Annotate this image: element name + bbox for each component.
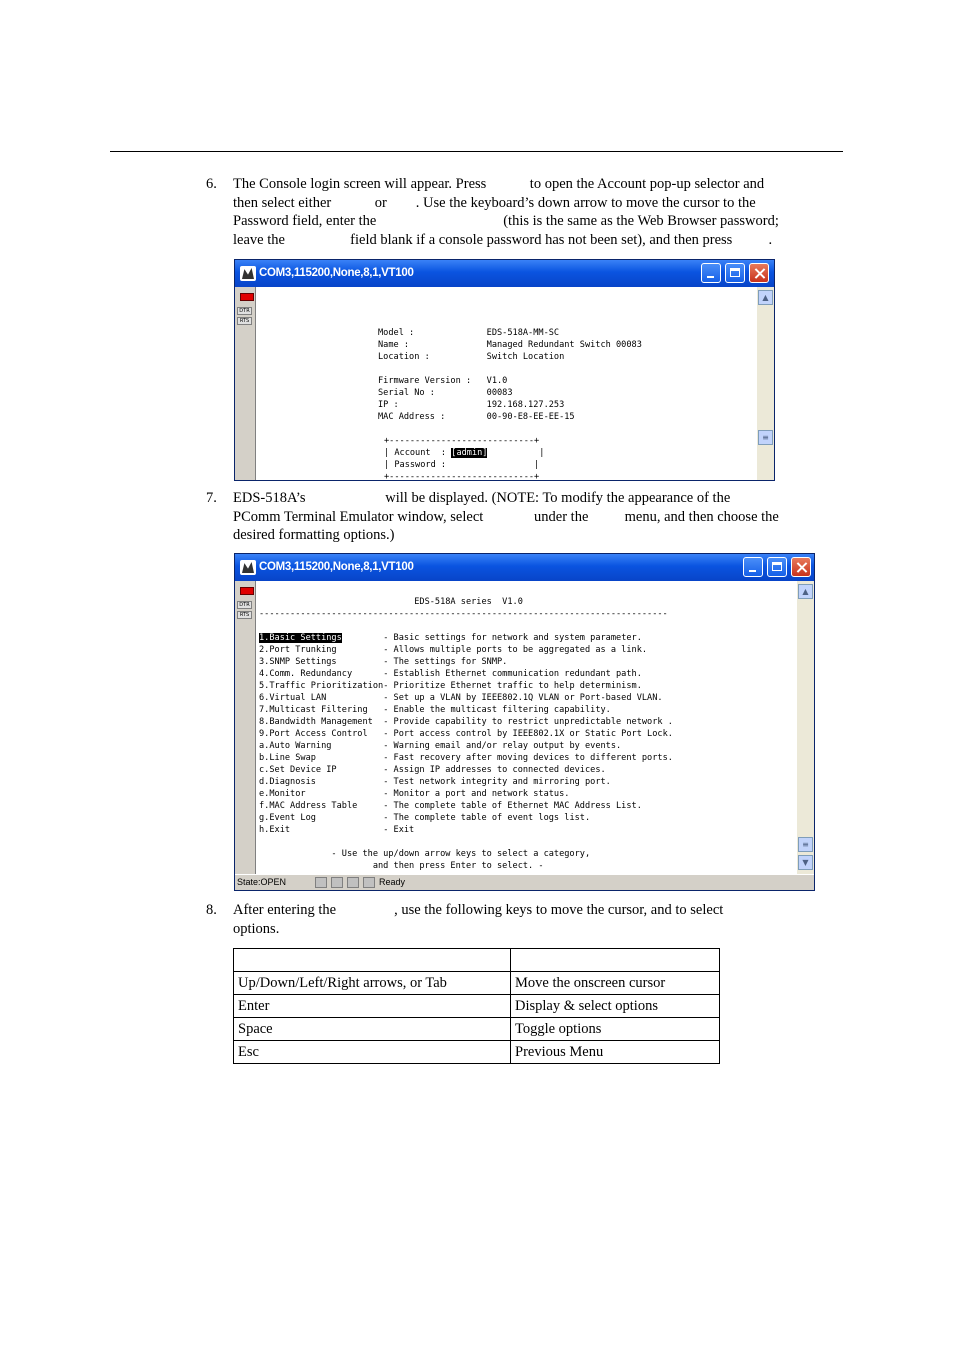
menu-item-key[interactable]: f.MAC Address Table: [259, 801, 358, 811]
menu-item-desc: - Provide capability to restrict unpredictable network .: [383, 717, 673, 727]
menu-item-key[interactable]: e.Monitor: [259, 789, 306, 799]
action-cell: Toggle options: [511, 1018, 720, 1041]
table-row: [234, 995, 720, 1018]
rts-label: RTS: [237, 611, 252, 619]
menu-item-desc: - Fast recovery after moving devices to different ports.: [383, 753, 673, 763]
menu-item-key[interactable]: a.Auto Warning: [259, 741, 332, 751]
account-tail: |: [487, 448, 545, 458]
key-cell: Enter: [234, 995, 511, 1018]
pad: [373, 717, 383, 727]
step-text: [233, 175, 779, 249]
pad: [357, 801, 383, 811]
menu-item-desc: - Test network integrity and mirroring port.: [383, 777, 611, 787]
menu-item[interactable]: [259, 704, 673, 716]
scroll-thumb[interactable]: ≡: [758, 430, 773, 445]
menu-item-desc: - Exit: [383, 825, 415, 835]
vertical-scrollbar[interactable]: [797, 581, 814, 875]
menu-item[interactable]: [259, 788, 673, 800]
terminal-line: [378, 471, 642, 481]
menu-item-key[interactable]: 7.Multicast Filtering: [259, 705, 368, 715]
indicator-icon: [315, 877, 327, 888]
status-led-icon: [240, 587, 254, 595]
login-box-top: +----------------------------+: [384, 436, 540, 446]
minimize-button[interactable]: [701, 263, 721, 283]
dtr-label: DTR: [237, 307, 252, 315]
step-line: PComm Terminal Emulator window, select under the menu, and then choose the: [233, 508, 779, 525]
menu-item-key[interactable]: c.Set Device IP: [259, 765, 337, 775]
menu-item[interactable]: [259, 716, 673, 728]
menu-item-desc: - Assign IP addresses to connected devices.: [383, 765, 606, 775]
menu-item[interactable]: [259, 776, 673, 788]
menu-item-key[interactable]: d.Diagnosis: [259, 777, 316, 787]
scroll-up-icon[interactable]: ▲: [798, 584, 813, 599]
pad: [337, 657, 384, 667]
menu-item-key[interactable]: 1.Basic Settings: [259, 633, 342, 643]
title-bar: [235, 554, 814, 581]
menu-item-key[interactable]: 9.Port Access Control: [259, 729, 368, 739]
step-text: [233, 489, 779, 545]
keys-table: [233, 948, 720, 1064]
table-row: [234, 972, 720, 995]
pad: [368, 729, 384, 739]
menu-item[interactable]: [259, 656, 673, 668]
terminal-line: Location : Switch Location: [378, 352, 565, 362]
menu-item[interactable]: [259, 644, 673, 656]
table-header-row: [234, 949, 720, 972]
pad: [331, 741, 383, 751]
key-cell: Up/Down/Left/Right arrows, or Tab: [234, 972, 511, 995]
header-rule: [110, 151, 843, 152]
pad: [316, 777, 383, 787]
window-title: COM3,115200,None,8,1,VT100: [259, 561, 414, 573]
menu-item[interactable]: [259, 812, 673, 824]
menu-item-desc: - Enable the multicast filtering capability.: [383, 705, 611, 715]
terminal-window-menu: [234, 553, 815, 891]
terminal-line: [378, 435, 642, 447]
menu-item-desc: - The complete table of Ethernet MAC Address List.: [383, 801, 642, 811]
menu-item-desc: - Monitor a port and network status.: [383, 789, 570, 799]
menu-item-key[interactable]: b.Line Swap: [259, 753, 316, 763]
menu-item-desc: - Warning email and/or relay output by events.: [383, 741, 622, 751]
menu-item[interactable]: [259, 764, 673, 776]
app-icon: [240, 560, 256, 575]
terminal-window-login: [234, 259, 775, 481]
menu-divider: -------------------------------------------------------------------------------: [259, 609, 668, 619]
step-number: 6.: [206, 176, 217, 192]
menu-item-key[interactable]: 4.Comm. Redundancy: [259, 669, 353, 679]
terminal-line: [378, 447, 642, 459]
menu-header: EDS-518A series V1.0: [259, 597, 523, 607]
spacer: [259, 620, 673, 632]
pad: [352, 669, 383, 679]
menu-item-desc: - Basic settings for network and system parameter.: [383, 633, 642, 643]
terminal-line: Model : EDS-518A-MM-SC: [378, 328, 560, 338]
step-line: After entering the , use the following keys to move the cursor, and to select: [233, 902, 724, 918]
pad: [337, 645, 384, 655]
connection-state: State:OPEN: [237, 877, 287, 887]
title-bar: [235, 260, 774, 287]
account-label: | Account :: [384, 448, 452, 458]
action-cell: Previous Menu: [511, 1041, 720, 1064]
maximize-button[interactable]: [767, 557, 787, 577]
terminal-line: Firmware Version : V1.0: [378, 376, 508, 386]
pad: [316, 813, 383, 823]
password-field[interactable]: | Password : |: [384, 460, 540, 470]
terminal-login-text: [378, 315, 642, 481]
menu-item-key[interactable]: 5.Traffic Prioritization: [259, 681, 384, 691]
pad: [306, 789, 384, 799]
terminal-line: MAC Address : 00-90-E8-EE-EE-15: [378, 412, 575, 422]
indicator-icon: [331, 877, 343, 888]
menu-item[interactable]: [259, 824, 673, 836]
table-row: [234, 1041, 720, 1064]
menu-item-key[interactable]: 3.SNMP Settings: [259, 657, 337, 667]
menu-item[interactable]: [259, 632, 673, 644]
account-selector[interactable]: [admin]: [451, 448, 488, 458]
menu-item[interactable]: [259, 668, 673, 680]
step-line: The Console login screen will appear. Press to open the Account pop-up selector and: [233, 176, 765, 192]
terminal-line: [378, 423, 642, 435]
vertical-scrollbar[interactable]: [757, 287, 774, 480]
terminal-line: IP : 192.168.127.253: [378, 400, 565, 410]
key-cell: Esc: [234, 1041, 511, 1064]
action-cell: Display & select options: [511, 995, 720, 1018]
rts-label: RTS: [237, 317, 252, 325]
pad: [342, 633, 383, 643]
status-bar: [235, 874, 814, 890]
menu-footer-line: and then press Enter to select. -: [259, 861, 544, 871]
menu-item[interactable]: [259, 728, 673, 740]
menu-item-desc: - Establish Ethernet communication redundant path.: [383, 669, 642, 679]
scroll-down-icon[interactable]: ▼: [798, 855, 813, 870]
menu-item[interactable]: [259, 740, 673, 752]
table-header-cell: [511, 949, 720, 972]
table-header-cell: [234, 949, 511, 972]
dtr-label: DTR: [237, 601, 252, 609]
menu-item[interactable]: [259, 680, 673, 692]
terminal-line: [378, 363, 642, 375]
ready-status: Ready: [379, 877, 406, 887]
step-line: then select either or . Use the keyboard’s down arrow to move the cursor to the: [233, 194, 756, 211]
menu-footer-line: - Use the up/down arrow keys to select a category,: [259, 849, 591, 859]
step-line: leave the field blank if a console password has not been set), and then press .: [233, 231, 773, 248]
close-button[interactable]: [791, 557, 811, 577]
menu-item-key[interactable]: 8.Bandwidth Management: [259, 717, 373, 727]
terminal-line: Name : Managed Redundant Switch 00083: [378, 340, 642, 350]
action-cell: Move the onscreen cursor: [511, 972, 720, 995]
maximize-button[interactable]: [725, 263, 745, 283]
menu-item-desc: - The settings for SNMP.: [383, 657, 508, 667]
step-line: desired formatting options.): [233, 527, 395, 543]
terminal-menu-text: [259, 584, 673, 891]
key-cell: Space: [234, 1018, 511, 1041]
terminal-line: [378, 459, 642, 471]
menu-item-key[interactable]: 2.Port Trunking: [259, 645, 337, 655]
app-icon: [240, 266, 256, 281]
pad: [368, 705, 384, 715]
pad: [337, 765, 384, 775]
menu-item-key[interactable]: g.Event Log: [259, 813, 316, 823]
step-line: EDS-518A’s will be displayed. (NOTE: To modify the appearance of the: [233, 490, 731, 506]
indicator-icon: [363, 877, 375, 888]
indicator-icon: [347, 877, 359, 888]
pad: [326, 693, 383, 703]
menu-item[interactable]: [259, 752, 673, 764]
menu-item-desc: - Allows multiple ports to be aggregated as a link.: [383, 645, 648, 655]
table-row: [234, 1018, 720, 1041]
terminal-line: Serial No : 00083: [378, 388, 513, 398]
menu-item[interactable]: [259, 692, 673, 704]
step-line: options.: [233, 920, 280, 937]
menu-item-desc: - Port access control by IEEE802.1X or Static Port Lock.: [383, 729, 673, 739]
spacer: [259, 836, 673, 848]
step-line: Password field, enter the (this is the same as the Web Browser password;: [233, 213, 779, 229]
menu-item[interactable]: [259, 800, 673, 812]
minimize-button[interactable]: [743, 557, 763, 577]
menu-item-key[interactable]: h.Exit: [259, 825, 291, 835]
menu-item-desc: - Set up a VLAN by IEEE802.1Q VLAN or Port-based VLAN.: [383, 693, 663, 703]
pad: [316, 753, 383, 763]
step-text: [233, 901, 723, 938]
menu-item-desc: - Prioritize Ethernet traffic to help determinism.: [383, 681, 642, 691]
menu-item-key[interactable]: 6.Virtual LAN: [259, 693, 327, 703]
scroll-thumb[interactable]: ≡: [798, 837, 813, 852]
step-number: 7.: [206, 490, 217, 506]
signal-panel: [235, 287, 256, 480]
close-button[interactable]: [749, 263, 769, 283]
menu-item-desc: - The complete table of event logs list.: [383, 813, 591, 823]
scroll-up-icon[interactable]: ▲: [758, 290, 773, 305]
status-led-icon: [240, 293, 254, 301]
signal-panel: [235, 581, 256, 875]
window-title: COM3,115200,None,8,1,VT100: [259, 267, 414, 279]
pad: [290, 825, 383, 835]
step-number: 8.: [206, 902, 217, 918]
login-box-bottom: +----------------------------+: [384, 472, 540, 481]
